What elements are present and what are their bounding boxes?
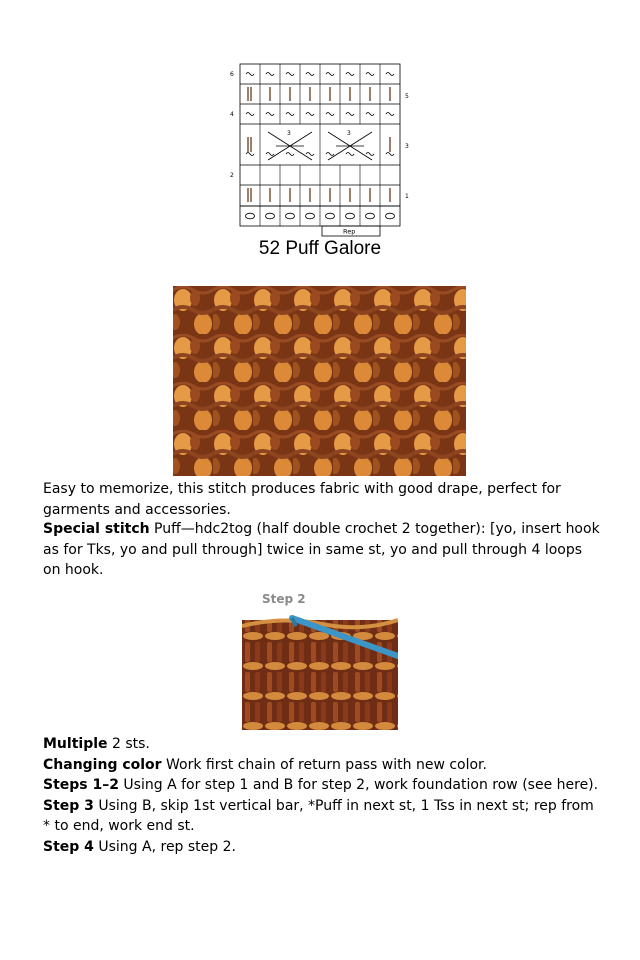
instruction-label: Steps 1–2 <box>43 777 119 793</box>
instruction-line <box>43 755 603 776</box>
rep-label: Rep <box>343 227 356 236</box>
step-2-photo <box>242 580 398 730</box>
row-label-6: 6 <box>230 71 234 78</box>
instruction-line <box>43 775 603 796</box>
return-pass-symbol <box>346 73 354 76</box>
instruction-line <box>43 837 603 858</box>
pattern-title: 52 Puff Galore <box>258 238 382 259</box>
chain-symbol <box>386 213 395 219</box>
row-label-5: 5 <box>405 93 409 100</box>
instruction-text: Using A for step 1 and B for step 2, work foundation row (see here). <box>118 777 599 793</box>
instruction-line <box>43 796 603 837</box>
return-pass-symbol <box>246 73 254 76</box>
chain-symbol <box>246 213 255 219</box>
chain-symbol <box>326 213 335 219</box>
return-pass-symbol <box>386 113 394 116</box>
return-pass-symbol <box>386 153 394 156</box>
return-pass-symbol <box>366 113 374 116</box>
chain-symbol <box>306 213 315 219</box>
return-pass-symbol <box>366 73 374 76</box>
return-pass-symbol <box>306 113 314 116</box>
puff-count-label: 3 <box>287 130 291 137</box>
instruction-label: Changing color <box>43 756 162 773</box>
special-stitch-text: Puff—hdc2tog (half double crochet 2 together): [yo, insert hook as for Tks, yo and pull through] twice in same st, yo and pull through 4 loops on hook. <box>43 521 600 578</box>
instruction-label: Multiple <box>43 736 108 752</box>
return-pass-symbol <box>326 153 334 156</box>
row-label-3: 3 <box>405 143 409 150</box>
instruction-text: Using A, rep step 2. <box>93 838 236 855</box>
return-pass-symbol <box>286 153 294 156</box>
chain-symbol <box>346 213 355 219</box>
return-pass-symbol <box>306 153 314 156</box>
intro-text: Easy to memorize, this stitch produces fabric with good drape, perfect for garments and accessories. <box>43 481 561 518</box>
instructions <box>43 734 603 857</box>
chain-symbol <box>266 213 275 219</box>
instruction-line <box>43 734 603 755</box>
return-pass-symbol <box>246 153 254 156</box>
step-2-label: Step 2 <box>262 592 306 606</box>
row-label-4: 4 <box>230 111 234 118</box>
chain-symbol <box>286 213 295 219</box>
return-pass-symbol <box>266 153 274 156</box>
instruction-text: 2 sts. <box>107 736 150 752</box>
puff-count-label: 3 <box>347 130 351 137</box>
row-label-2: 2 <box>230 172 234 179</box>
special-stitch-paragraph <box>43 519 603 581</box>
return-pass-symbol <box>286 73 294 76</box>
return-pass-symbol <box>326 113 334 116</box>
row-label-1: 1 <box>405 193 409 200</box>
return-pass-symbol <box>266 113 274 116</box>
special-stitch-label: Special stitch <box>43 521 150 537</box>
return-pass-symbol <box>346 153 354 156</box>
instruction-label: Step 4 <box>43 838 94 855</box>
return-pass-symbol <box>306 73 314 76</box>
instruction-label: Step 3 <box>43 797 94 814</box>
return-pass-symbol <box>346 113 354 116</box>
stitch-chart <box>226 62 416 240</box>
return-pass-symbol <box>326 73 334 76</box>
stitch-swatch-photo <box>173 286 466 476</box>
return-pass-symbol <box>386 73 394 76</box>
instruction-text: Work first chain of return pass with new color. <box>161 756 487 773</box>
chain-symbol <box>366 213 375 219</box>
return-pass-symbol <box>286 113 294 116</box>
intro-paragraph <box>43 479 603 520</box>
return-pass-symbol <box>366 153 374 156</box>
instruction-text: Using B, skip 1st vertical bar, *Puff in next st, 1 Tss in next st; rep from * to end, work end st. <box>43 797 594 834</box>
return-pass-symbol <box>266 73 274 76</box>
return-pass-symbol <box>246 113 254 116</box>
